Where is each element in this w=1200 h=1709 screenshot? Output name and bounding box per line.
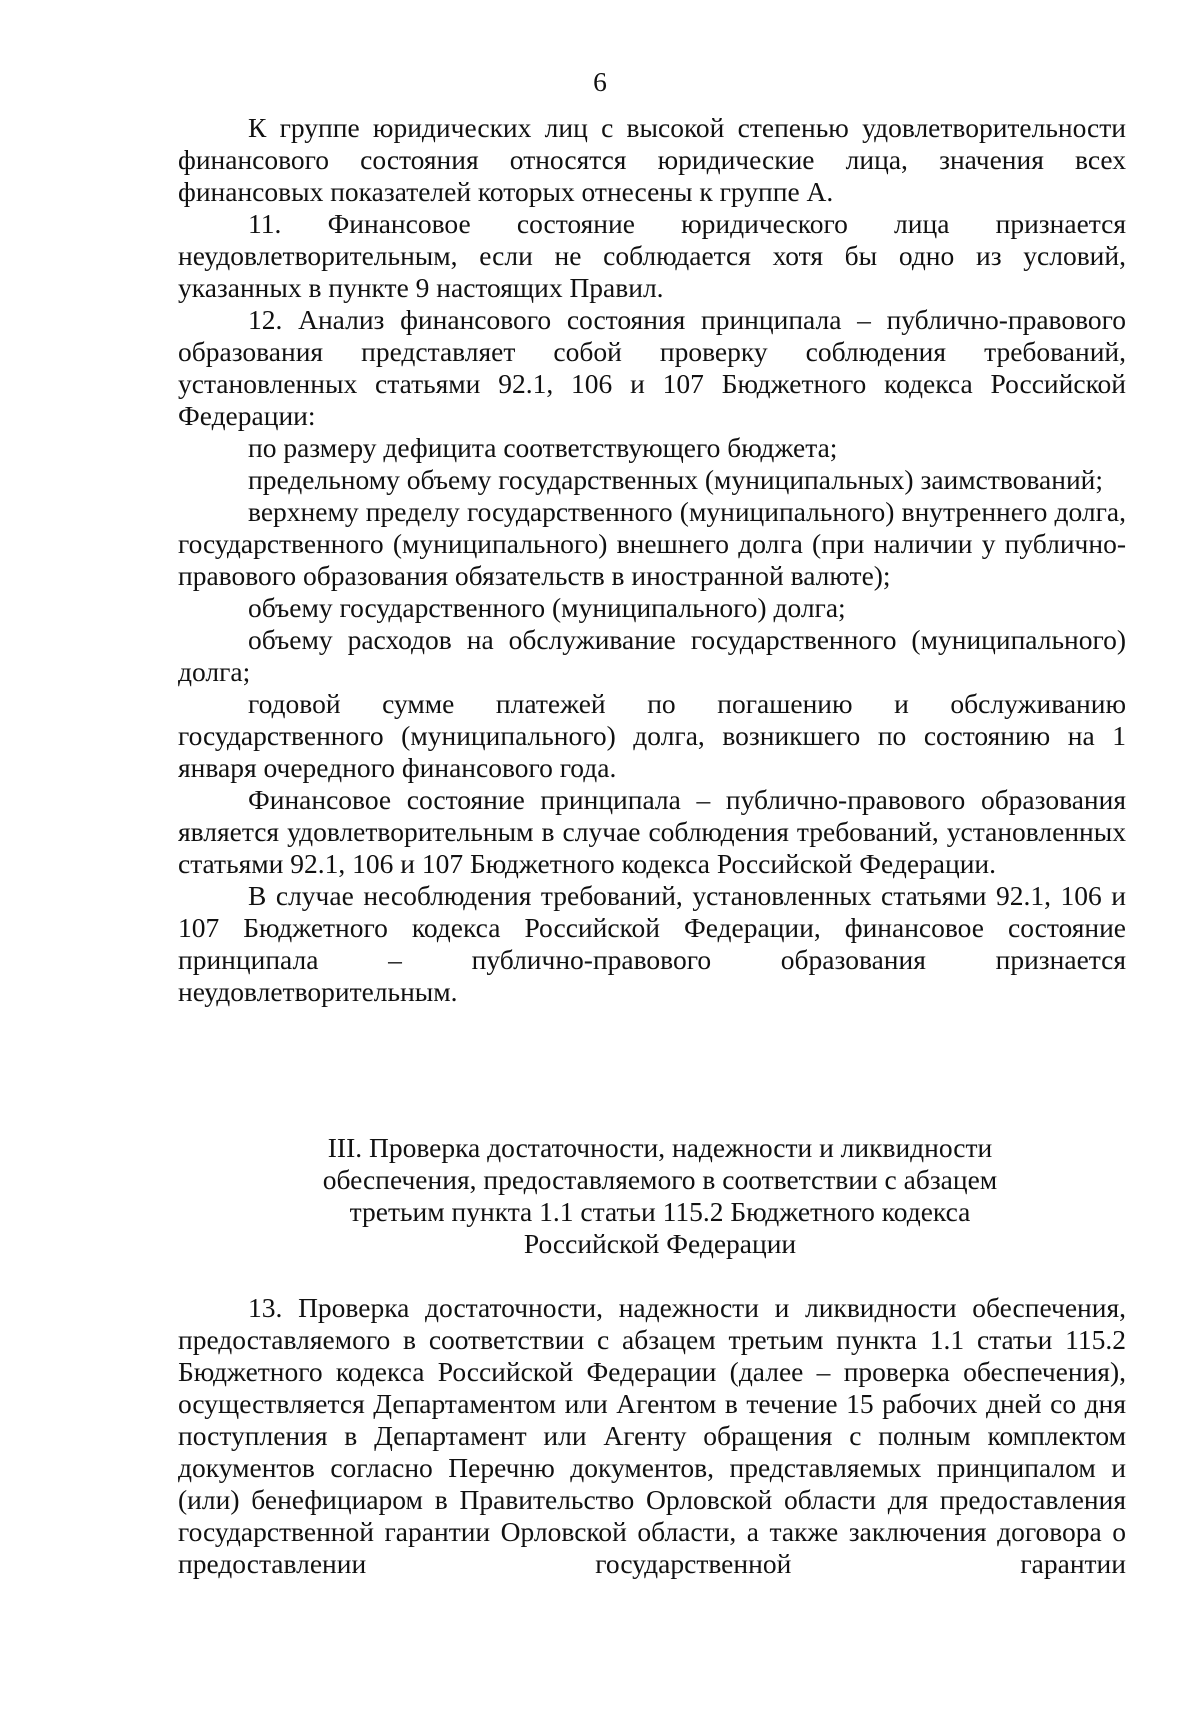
- list-item-debt-service: объему расходов на обслуживание государственного (муниципального) долга;: [178, 624, 1126, 687]
- section-heading-line: третьим пункта 1.1 статьи 115.2 Бюджетного кодекса: [349, 1196, 971, 1227]
- section-heading-line: обеспечения, предоставляемого в соответствии с абзацем: [322, 1164, 998, 1195]
- paragraph-unsatisfactory: В случае несоблюдения требований, установленных статьями 92.1, 106 и 107 Бюджетного кодекса Российской Федерации, финансовое состояние принципала – публично-правового образования признается неудовлетворительным.: [178, 880, 1126, 1007]
- paragraph-group-a: К группе юридических лиц с высокой степенью удовлетворительности финансового состояния относятся юридические лица, значения всех финансовых показателей которых отнесены к группе А.: [178, 112, 1126, 207]
- paragraph-11: 11. Финансовое состояние юридического лица признается неудовлетворительным, если не соблюдается хотя бы одно из условий, указанных в пункте 9 настоящих Правил.: [178, 208, 1126, 303]
- section-heading: [290, 1132, 1030, 1260]
- list-item-annual-payments: годовой сумме платежей по погашению и обслуживанию государственного (муниципального) долга, возникшего по состоянию на 1 января очередного финансового года.: [178, 688, 1126, 783]
- list-item-borrowing: предельному объему государственных (муниципальных) заимствований;: [248, 464, 1104, 495]
- document-body: [178, 112, 1126, 1008]
- paragraph-12: 12. Анализ финансового состояния принципала – публично-правового образования представляет собой проверку соблюдения требований, установленных статьями 92.1, 106 и 107 Бюджетного кодекса Российской Федерации:: [178, 304, 1126, 431]
- section-heading-line: III. Проверка достаточности, надежности и ликвидности: [327, 1132, 993, 1163]
- paragraph-satisfactory: Финансовое состояние принципала – публично-правового образования является удовлетворительным в случае соблюдения требований, установленных статьями 92.1, 106 и 107 Бюджетного кодекса Российской Федерации.: [178, 784, 1126, 879]
- list-item-debt-volume: объему государственного (муниципального) долга;: [248, 592, 846, 623]
- list-item-deficit: по размеру дефицита соответствующего бюджета;: [248, 432, 838, 463]
- document-body-continued: [178, 1292, 1126, 1580]
- paragraph-13: 13. Проверка достаточности, надежности и ликвидности обеспечения, предоставляемого в соответствии с абзацем третьим пункта 1.1 статьи 115.2 Бюджетного кодекса Российской Федерации (далее – проверка обеспечения), осуществляется Департаментом или Агентом в течение 15 рабочих дней со дня поступления в Департамент или Агенту обращения с полным комплектом документов согласно Перечню документов, представляемых принципалом и (или) бенефициаром в Правительство Орловской области для предоставления государственной гарантии Орловской области, а также заключения договора о предоставлении государственной гарантии: [178, 1292, 1126, 1579]
- list-item-debt-limit: верхнему пределу государственного (муниципального) внутреннего долга, государственного (муниципального) внешнего долга (при наличии у публично-правового образования обязательств в иностранной валюте);: [178, 496, 1126, 591]
- section-heading-line: Российской Федерации: [523, 1228, 797, 1259]
- page-number: 6: [593, 66, 607, 97]
